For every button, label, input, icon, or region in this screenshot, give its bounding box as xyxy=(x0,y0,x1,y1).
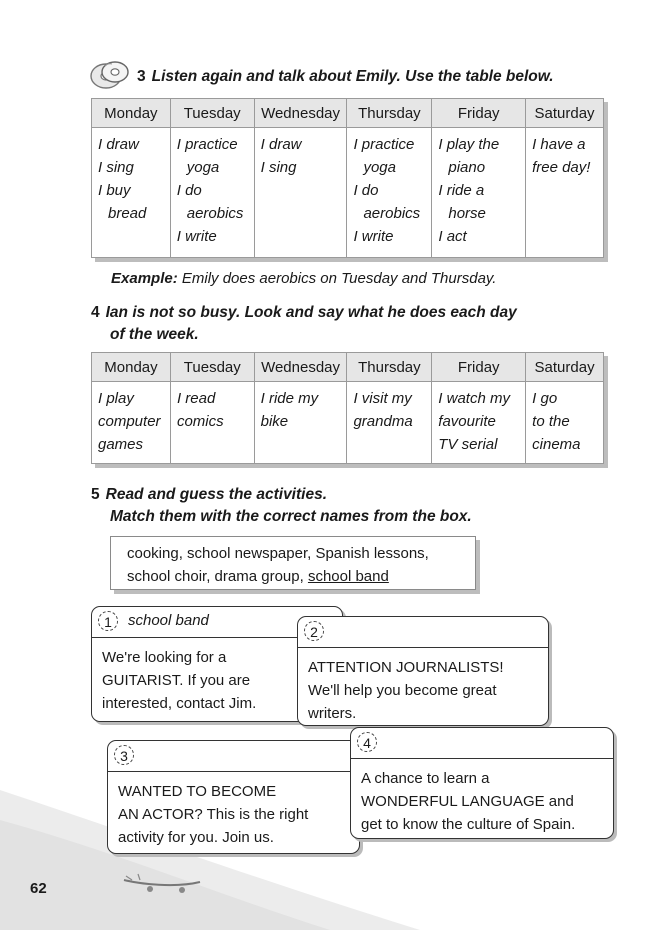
activity-line: I write xyxy=(353,228,394,245)
activity-line: I draw xyxy=(98,136,139,153)
activity-line: bike xyxy=(260,413,289,430)
day-activities-cell xyxy=(170,382,254,464)
day-activities-cell xyxy=(92,128,171,258)
activity-line: bread xyxy=(108,205,147,222)
card-answer: school band xyxy=(128,612,209,629)
card-number: 4 xyxy=(357,732,377,752)
day-activities-cell xyxy=(347,128,432,258)
activity-card-3 xyxy=(107,740,360,854)
day-header: Friday xyxy=(432,353,526,382)
card-number: 2 xyxy=(304,621,324,641)
word-box xyxy=(110,536,476,590)
activity-line: I ride my xyxy=(260,390,319,407)
day-activities-cell xyxy=(432,128,526,258)
activity-line: I sing xyxy=(260,159,297,176)
ian-schedule-table xyxy=(91,352,604,464)
day-activities-cell xyxy=(92,382,171,464)
day-activities-cell xyxy=(254,128,347,258)
activity-card-2 xyxy=(297,616,549,726)
card-header xyxy=(108,741,359,772)
table-header-row xyxy=(92,99,604,128)
example-sentence: Example: Emily does aerobics on Tuesday and Thursday. xyxy=(111,270,497,287)
activity-line: I practice xyxy=(176,136,238,153)
card-number: 1 xyxy=(98,611,118,631)
word-box-line: cooking, school newspaper, Spanish lessons, xyxy=(127,545,429,562)
activity-line: horse xyxy=(448,205,486,222)
day-header: Thursday xyxy=(347,353,432,382)
skateboard-icon xyxy=(120,868,204,898)
card-line: GUITARIST. If you are xyxy=(102,672,251,689)
card-line: writers. xyxy=(308,705,357,722)
activity-line: I write xyxy=(176,228,217,245)
activity-line: comics xyxy=(176,413,224,430)
card-line: interested, contact Jim. xyxy=(102,695,257,712)
card-header xyxy=(351,728,613,759)
day-header: Saturday xyxy=(526,99,604,128)
card-line: AN ACTOR? This is the right xyxy=(118,806,309,823)
activity-line: I visit my xyxy=(353,390,412,407)
day-activities-cell xyxy=(170,128,254,258)
activity-line: I read xyxy=(176,390,216,407)
emily-schedule-table xyxy=(91,98,604,258)
activity-line: favourite xyxy=(438,413,496,430)
card-line: ATTENTION JOURNALISTS! xyxy=(308,659,504,676)
day-activities-cell xyxy=(526,382,604,464)
day-activities-cell xyxy=(347,382,432,464)
card-number: 3 xyxy=(114,745,134,765)
word-box-line: school choir, drama group, school band xyxy=(127,568,389,585)
card-text xyxy=(298,648,548,725)
exercise-5-instruction: 5 Read and guess the activities. Match them with the correct names from the box. xyxy=(91,486,472,525)
card-text xyxy=(351,759,613,836)
day-activities-cell xyxy=(526,128,604,258)
table-row xyxy=(92,382,604,464)
activity-line: I ride a xyxy=(438,182,485,199)
activity-line: I sing xyxy=(98,159,134,176)
activity-line: free day! xyxy=(532,159,591,176)
day-header: Wednesday xyxy=(254,353,347,382)
exercise-4-instruction: 4 Ian is not so busy. Look and say what he does each day of the week. xyxy=(91,304,517,343)
activity-card-4 xyxy=(350,727,614,839)
activity-line: yoga xyxy=(186,159,220,176)
activity-line: I do xyxy=(353,182,379,199)
activity-line: I practice xyxy=(353,136,415,153)
page-number: 62 xyxy=(30,880,47,897)
table-header-row xyxy=(92,353,604,382)
activity-line: I play xyxy=(98,390,134,407)
activity-line: games xyxy=(98,436,144,453)
day-header: Monday xyxy=(92,99,171,128)
day-header: Tuesday xyxy=(170,353,254,382)
activity-line: computer xyxy=(98,413,161,430)
card-line: activity for you. Join us. xyxy=(118,829,274,846)
card-line: A chance to learn a xyxy=(361,770,490,787)
day-header: Friday xyxy=(432,99,526,128)
activity-line: I buy xyxy=(98,182,131,199)
day-header: Wednesday xyxy=(254,99,347,128)
card-line: We'll help you become great xyxy=(308,682,497,699)
day-activities-cell xyxy=(432,382,526,464)
activity-line: I do xyxy=(176,182,202,199)
day-header: Monday xyxy=(92,353,171,382)
activity-line: I have a xyxy=(532,136,586,153)
underlined-answer: school band xyxy=(307,568,389,585)
day-header: Tuesday xyxy=(170,99,254,128)
activity-line: aerobics xyxy=(363,205,421,222)
table-row xyxy=(92,128,604,258)
card-line: WANTED TO BECOME xyxy=(118,783,277,800)
activity-line: I act xyxy=(438,228,467,245)
activity-line: grandma xyxy=(353,413,413,430)
day-header: Saturday xyxy=(526,353,604,382)
card-line: get to know the culture of Spain. xyxy=(361,816,576,833)
card-text xyxy=(108,772,359,849)
activity-line: TV serial xyxy=(438,436,498,453)
activity-line: to the xyxy=(532,413,570,430)
day-header: Thursday xyxy=(347,99,432,128)
cd-disc-icon xyxy=(88,58,132,94)
activity-line: cinema xyxy=(532,436,581,453)
card-line: We're looking for a xyxy=(102,649,227,666)
card-header xyxy=(298,617,548,648)
activity-line: yoga xyxy=(363,159,396,176)
day-activities-cell xyxy=(254,382,347,464)
activity-line: I draw xyxy=(260,136,302,153)
exercise-3-instruction: 3 Listen again and talk about Emily. Use the table below. xyxy=(137,68,554,85)
card-line: WONDERFUL LANGUAGE and xyxy=(361,793,574,810)
activity-line: I go xyxy=(532,390,558,407)
activity-line: I play the xyxy=(438,136,500,153)
activity-line: piano xyxy=(448,159,486,176)
activity-line: I watch my xyxy=(438,390,510,407)
activity-line: aerobics xyxy=(186,205,244,222)
